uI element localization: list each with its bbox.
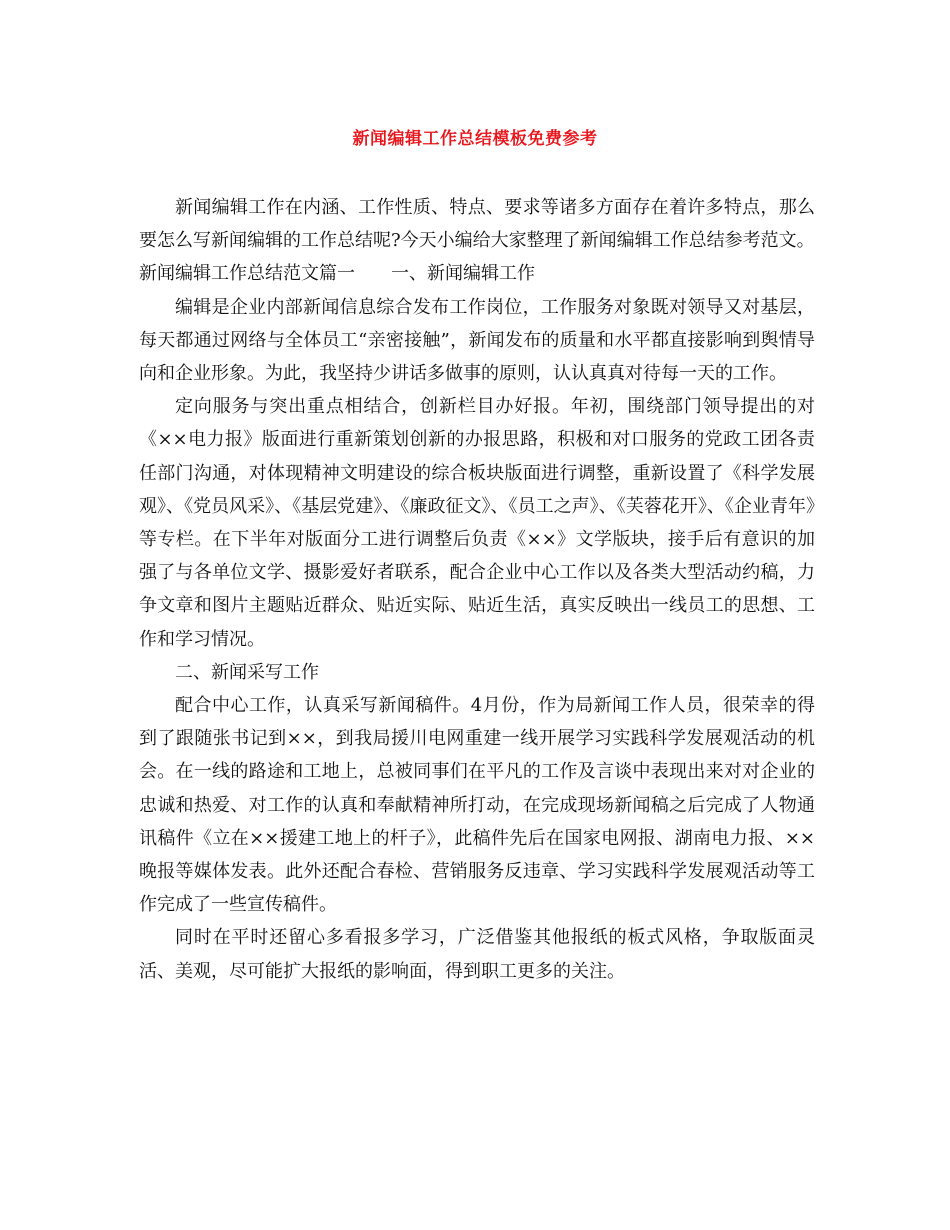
body-paragraph: 定向服务与突出重点相结合，创新栏目办好报。年初，围绕部门领导提出的对《××电力报》版面进行重新策划创新的办报思路，积极和对口服务的党政工团各责任部门沟通，对体现精神文明建设的综合板块版面进行调整，重新设置了《科学发展观》、《党员风采》、《基层党建》、《廉政征文》、《员工之声》、《芙蓉花开》、《企业青年》等专栏。在下半年对版面分工进行调整后负责《××》文学版块，接手后有意识的加强了与各单位文学、摄影爱好者联系，配合企业中心工作以及各类大型活动约稿，力争文章和图片主题贴近群众、贴近实际、贴近生活，真实反映出一线员工的思想、工作和学习情况。: [139, 396, 815, 650]
body-paragraph: 配合中心工作，认真采写新闻稿件。4月份，作为局新闻工作人员，很荣幸的得到了跟随张书记到××，到我局援川电网重建一线开展学习实践科学发展观活动的机会。在一线的路途和工地上，总被同事们在平凡的工作及言谈中表现出来对对企业的忠诚和热爱、对工作的认真和奉献精神所打动，在完成现场新闻稿之后完成了人物通讯稿件《立在××援建工地上的杆子》，此稿件先后在国家电网报、湖南电力报、××晚报等媒体发表。此外还配合春检、营销服务反违章、学习实践科学发展观活动等工作完成了一些宣传稿件。: [139, 695, 815, 916]
document-title: 新闻编辑工作总结模板免费参考: [352, 129, 598, 149]
body-paragraph: 编辑是企业内部新闻信息综合发布工作岗位，工作服务对象既对领导又对基层，每天都通过网络与全体员工“亲密接触”，新闻发布的质量和水平都直接影响到舆情导向和企业形象。为此，我坚持少讲话多做事的原则，认认真真对待每一天的工作。: [139, 296, 815, 385]
body-paragraph: 同时在平时还留心多看报多学习，广泛借鉴其他报纸的板式风格，争取版面灵活、美观，尽可能扩大报纸的影响面，得到职工更多的关注。: [139, 927, 815, 982]
intro-paragraph: 新闻编辑工作在内涵、工作性质、特点、要求等诸多方面存在着许多特点，那么要怎么写新闻编辑的工作总结呢?今天小编给大家整理了新闻编辑工作总结参考范文。: [139, 197, 815, 252]
section-heading-article-one: 新闻编辑工作总结范文篇一 一、新闻编辑工作: [139, 263, 535, 285]
section-heading-news-writing: 二、新闻采写工作: [175, 661, 319, 683]
document-body: [139, 191, 815, 988]
